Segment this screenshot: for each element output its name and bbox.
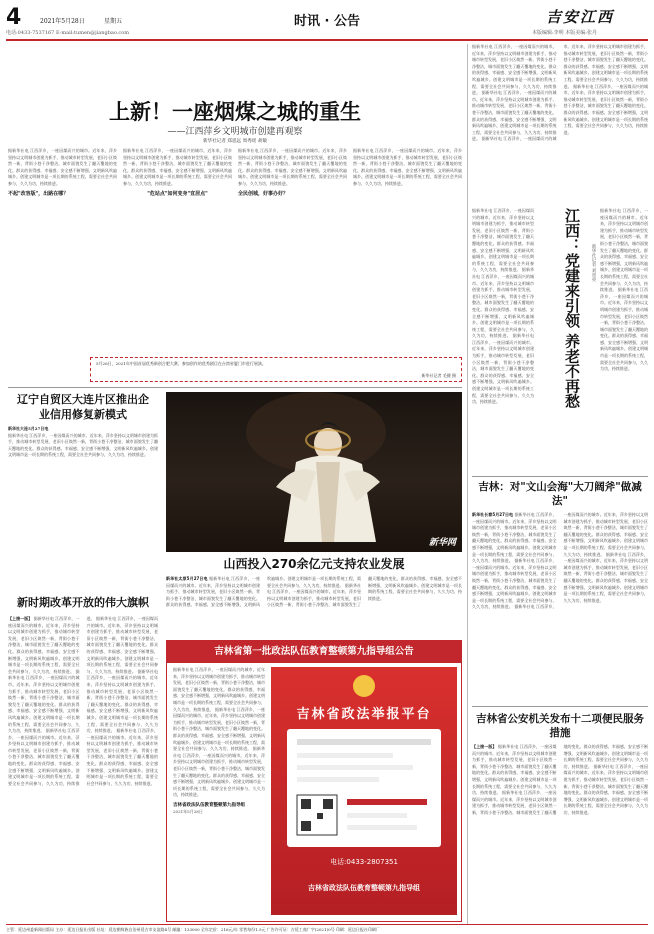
party-body-left <box>472 208 534 468</box>
story-liaoning <box>8 392 158 592</box>
page-number: 4 <box>6 5 22 30</box>
performer-silhouette <box>166 392 462 552</box>
jilin-culture-byline: 新华社长春5月27日电 <box>472 512 514 517</box>
notice-date: 2021年5月28日 <box>173 809 203 815</box>
board-phone <box>271 857 457 867</box>
lead-body-text: 据新华社电 江西萍乡，一座因煤而兴的城市。近年来，萍乡坚持以文明城市创建为抓手，推动城市转型发展，老旧小区焕然一新，背街小巷干净整洁，城市面貌发生了翻天覆地的变化。群众的获得感、幸福感、安全感不断增强，文明新风吹遍城乡。创建文明城市是一项长期的系统工程，需要全社会共同参与，久久为功，持续推进。 <box>353 148 462 186</box>
shanxi-text: 据新华社电 江西萍乡，一座因煤而兴的城市。近年来，萍乡坚持以文明城市创建为抓手，推动城市转型发展，老旧小区焕然一新，背街小巷干净整洁，城市面貌发生了翻天覆地的变化。群众的获得感、幸福感、安全感不断增强，文明新风吹遍城乡。创建文明城市是一项长期的系统工程，需要全社会共同参与，久久为功，持续推进。 <box>267 576 462 608</box>
lead-section-1: 不起"改容版"，出路在哪？ <box>8 190 69 197</box>
jilin-police-text: 据新华社电 江西萍乡，一座因煤而兴的城市。近年来，萍乡坚持以文明城市创建为抓手，推动城市转型发展，老旧小区焕然一新，背街小巷干净整洁，城市面貌发生了翻天覆地的变化。群众的获得感、幸福感、安全感不断增强，文明新风吹遍城乡。创建文明城市是一项长期的系统工程，需要全社会共同参与，久久为功，持续推进。 <box>563 763 648 815</box>
right-text: 据新华社电 江西萍乡，一座因煤而兴的城市。近年来，萍乡坚持以文明城市创建为抓手，推动城市转型发展，老旧小区焕然一新，背街小巷干净整洁，城市面貌发生了翻天覆地的变化。群众的获得感、幸福感、安全感不断增强，文明新风吹遍城乡。创建文明城市是一项长期的系统工程，需要全社会共同参与，久久为功，持续推进。 <box>472 90 557 142</box>
board-panel-graphic <box>287 729 441 847</box>
army-title: 新时期改革开放的伟大旗帜 <box>17 596 149 609</box>
story-jilin-culture <box>472 480 648 704</box>
issue-weekday: 星期五 <box>104 18 123 25</box>
lead-section-2: "危站点"如何变身"宜居点" <box>147 190 208 197</box>
divider <box>472 476 648 477</box>
right-column <box>472 44 648 474</box>
notice-footer: 吉林省政法队伍教育整顿第九指导组 <box>173 802 245 808</box>
divider <box>8 387 462 388</box>
army-text: 据新华社电 江西萍乡，一座因煤而兴的城市。近年来，萍乡坚持以文明城市创建为抓手，推动城市转型发展，老旧小区焕然一新，背街小巷干净整洁，城市面貌发生了翻天覆地的变化。群众的获得感、幸福感、安全感不断增强，文明新风吹遍城乡。创建文明城市是一项长期的系统工程，需要全社会共同参与，久久为功，持续推进。 <box>86 728 158 786</box>
jilin-culture-text: 据新华社电 江西萍乡，一座因煤而兴的城市。近年来，萍乡坚持以文明城市创建为抓手，推动城市转型发展，老旧小区焕然一新，背街小巷干净整洁，城市面貌发生了翻天覆地的变化。群众的获得感、幸福感、安全感不断增强，文明新风吹遍城乡。创建文明城市是一项长期的系统工程，需要全社会共同参与，久久为功，持续推进。 <box>472 558 557 610</box>
army-text: 据新华社电 江西萍乡，一座因煤而兴的城市。近年来，萍乡坚持以文明城市创建为抓手，推动城市转型发展，老旧小区焕然一新，背街小巷干净整洁，城市面貌发生了翻天覆地的变化。群众的获得感、幸福感、安全感不断增强，文明新风吹遍城乡。创建文明城市是一项长期的系统工程，需要全社会共同参与，久久为功，持续推进。 <box>8 668 80 734</box>
party-title: 江西：党建来引领 养老不再愁 <box>563 208 581 409</box>
lead-section-3: 全民创城，好事办好？ <box>238 190 289 197</box>
notice-title: 吉林省第一批政法队伍教育整顿第九指导组公告 <box>214 646 414 657</box>
masthead-rule <box>6 39 648 41</box>
photo-caption: 5月26日，2021年中国首届优秀新创合肥大赛，参加创作的优秀剧目在台湾省厦门市进行展演。 <box>96 361 266 366</box>
divider <box>472 706 648 707</box>
report-board <box>271 667 457 915</box>
army-text: 据新华社电 江西萍乡，一座因煤而兴的城市。近年来，萍乡坚持以文明城市创建为抓手，推动城市转型发展，老旧小区焕然一新，背街小巷干净整洁，城市面貌发生了翻天覆地的变化。群众的获得感、幸福感、安全感不断增强，文明新风吹遍城乡。创建文明城市是一项长期的系统工程，需要全社会共同参与，久久为功，持续推进。 <box>86 616 158 674</box>
lead-extra <box>8 348 462 352</box>
editor-info: 本版编辑:李明 本版美编:张丹 <box>532 30 597 36</box>
right-top-body <box>472 44 648 202</box>
lead-body-text: 据新华社电 江西萍乡，一座因煤而兴的城市。近年来，萍乡坚持以文明城市创建为抓手，推动城市转型发展，老旧小区焕然一新，背街小巷干净整洁，城市面貌发生了翻天覆地的变化。群众的获得感、幸福感、安全感不断增强，文明新风吹遍城乡。创建文明城市是一项长期的系统工程，需要全社会共同参与，久久为功，持续推进。 <box>8 148 117 186</box>
contact-info: 电话:0433-7537167 E-mail:tumen@jiangbao.com <box>6 30 129 36</box>
shanxi-text: 据新华社电 江西萍乡，一座因煤而兴的城市。近年来，萍乡坚持以文明城市创建为抓手，推动城市转型发展，老旧小区焕然一新，背街小巷干净整洁，城市面貌发生了翻天覆地的变化。群众的获得感、幸福感、安全感不断增强，文明新风吹遍城乡。创建文明城市是一项长期的系统工程，需要全社会共同参与，久久为功，持续推进。 <box>166 576 361 608</box>
party-text: 据新华社电 江西萍乡，一座因煤而兴的城市。近年来，萍乡坚持以文明城市创建为抓手，推动城市转型发展，老旧小区焕然一新，背街小巷干净整洁，城市面貌发生了翻天覆地的变化。群众的获得感、幸福感、安全感不断增强，文明新风吹遍城乡。创建文明城市是一项长期的系统工程，需要全社会共同参与，久久为功，持续推进。 <box>472 267 534 339</box>
footer-rule <box>6 924 648 925</box>
notice-header <box>167 641 461 663</box>
board-panel <box>287 729 441 847</box>
phone-label: 电话: <box>330 858 347 866</box>
party-text: 据新华社电 江西萍乡，一座因煤而兴的城市。近年来，萍乡坚持以文明城市创建为抓手，推动城市转型发展，老旧小区焕然一新，背街小巷干净整洁，城市面貌发生了翻天覆地的变化。群众的获得感、幸福感、安全感不断增强，文明新风吹遍城乡。创建文明城市是一项长期的系统工程，需要全社会共同参与，久久为功，持续推进。 <box>600 208 648 293</box>
party-body-right <box>600 208 648 468</box>
board-title: 吉林省政法举报平台 <box>296 707 432 722</box>
jilin-culture-title: 吉林：对"文山会海"大刀阔斧"做减法" <box>478 481 642 507</box>
jilin-culture-body <box>472 512 648 702</box>
army-text: 据新华社电 江西萍乡，一座因煤而兴的城市。近年来，萍乡坚持以文明城市创建为抓手，推动城市转型发展，老旧小区焕然一新，背街小巷干净整洁，城市面貌发生了翻天覆地的变化。群众的获得感、幸福感、安全感不断增强，文明新风吹遍城乡。创建文明城市是一项长期的系统工程，需要全社会共同参与，久久为功，持续推进。 <box>8 616 95 786</box>
lead-title: 上新！一座烟煤之城的重生 <box>109 100 361 124</box>
jilin-police-text: 据新华社电 江西萍乡，一座因煤而兴的城市。近年来，萍乡坚持以文明城市创建为抓手，推动城市转型发展，老旧小区焕然一新，背街小巷干净整洁，城市面貌发生了翻天覆地的变化。群众的获得感、幸福感、安全感不断增强，文明新风吹遍城乡。创建文明城市是一项长期的系统工程，需要全社会共同参与，久久为功，持续推进。 <box>472 744 557 796</box>
phone-number: 0433-2807351 <box>346 858 398 866</box>
paper-logo: 吉安江西 <box>546 8 615 26</box>
board-footer: 吉林省政法队伍教育整顿第九指导组 <box>308 884 420 892</box>
board-emblem-icon <box>353 675 375 697</box>
notice-text: 据新华社电 江西萍乡，一座因煤而兴的城市。近年来，萍乡坚持以文明城市创建为抓手，推动城市转型发展，老旧小区焕然一新，背街小巷干净整洁，城市面貌发生了翻天覆地的变化。群众的获得感、幸福感、安全感不断增强，文明新风吹遍城乡。创建文明城市是一项长期的系统工程，需要全社会共同参与，久久为功，持续推进。 <box>173 746 265 798</box>
army-text: 据新华社电 江西萍乡，一座因煤而兴的城市。近年来，萍乡坚持以文明城市创建为抓手，推动城市转型发展，老旧小区焕然一新，背街小巷干净整洁，城市面貌发生了翻天覆地的变化。群众的获得感、幸福感、安全感不断增强，文明新风吹遍城乡。创建文明城市是一项长期的系统工程，需要全社会共同参与，久久为功，持续推进。 <box>8 616 80 674</box>
story-jilin-police <box>472 712 648 920</box>
section-title: 时讯 · 公告 <box>294 14 360 29</box>
shanxi-body <box>166 576 462 634</box>
masthead <box>6 4 648 38</box>
liaoning-byline: 新华社大连5月27日电 <box>8 426 49 431</box>
right-text: 据新华社电 江西萍乡，一座因煤而兴的城市。近年来，萍乡坚持以文明城市创建为抓手，推动城市转型发展，老旧小区焕然一新，背街小巷干净整洁，城市面貌发生了翻天覆地的变化。群众的获得感、幸福感、安全感不断增强，文明新风吹遍城乡。创建文明城市是一项长期的系统工程，需要全社会共同参与，久久为功，持续推进。 <box>563 83 648 135</box>
lead-body-text: 据新华社电 江西萍乡，一座因煤而兴的城市。近年来，萍乡坚持以文明城市创建为抓手，推动城市转型发展，老旧小区焕然一新，背街小巷干净整洁，城市面貌发生了翻天覆地的变化。群众的获得感、幸福感、安全感不断增强，文明新风吹遍城乡。创建文明城市是一项长期的系统工程，需要全社会共同参与，久久为功，持续推进。 <box>238 148 347 186</box>
shanxi-byline: 新华社太原5月27日电 <box>166 576 208 581</box>
liaoning-body: 据新华社电 江西萍乡，一座因煤而兴的城市。近年来，萍乡坚持以文明城市创建为抓手，推动城市转型发展，老旧小区焕然一新，背街小巷干净整洁，城市面貌发生了翻天覆地的变化。群众的获得感、幸福感、安全感不断增强，文明新风吹遍城乡。创建文明城市是一项长期的系统工程，需要全社会共同参与，久久为功，持续推进。 <box>8 432 158 458</box>
jilin-culture-text: 据新华社电 江西萍乡，一座因煤而兴的城市。近年来，萍乡坚持以文明城市创建为抓手，推动城市转型发展，老旧小区焕然一新，背街小巷干净整洁，城市面貌发生了翻天覆地的变化。群众的获得感、幸福感、安全感不断增强，文明新风吹遍城乡。创建文明城市是一项长期的系统工程，需要全社会共同参与，久久为功，持续推进。 <box>563 551 648 603</box>
army-byline: 【上接一版】 <box>8 616 33 621</box>
opera-photo <box>166 392 462 552</box>
jilin-culture-text: 据新华社电 江西萍乡，一座因煤而兴的城市。近年来，萍乡坚持以文明城市创建为抓手，推动城市转型发展，老旧小区焕然一新，背街小巷干净整洁，城市面貌发生了翻天覆地的变化。群众的获得感、幸福感、安全感不断增强，文明新风吹遍城乡。创建文明城市是一项长期的系统工程，需要全社会共同参与，久久为功，持续推进。 <box>472 512 557 564</box>
photo-credit: 新华社记者 毛健 摄 <box>421 373 456 378</box>
jilin-police-text: 据新华社电 江西萍乡，一座因煤而兴的城市。近年来，萍乡坚持以文明城市创建为抓手，推动城市转型发展，老旧小区焕然一新，背街小巷干净整洁，城市面貌发生了翻天覆地的变化。群众的获得感、幸福感、安全感不断增强，文明新风吹遍城乡。创建文明城市是一项长期的系统工程，需要全社会共同参与，久久为功，持续推进。 <box>472 744 648 815</box>
lead-body-text: 据新华社电 江西萍乡，一座因煤而兴的城市。近年来，萍乡坚持以文明城市创建为抓手，推动城市转型发展，老旧小区焕然一新，背街小巷干净整洁，城市面貌发生了翻天覆地的变化。群众的获得感、幸福感、安全感不断增强，文明新风吹遍城乡。创建文明城市是一项长期的系统工程，需要全社会共同参与，久久为功，持续推进。 <box>123 148 232 186</box>
army-body <box>8 616 158 916</box>
jilin-culture-text: 据新华社电 江西萍乡，一座因煤而兴的城市。近年来，萍乡坚持以文明城市创建为抓手，推动城市转型发展，老旧小区焕然一新，背街小巷干净整洁，城市面貌发生了翻天覆地的变化。群众的获得感、幸福感、安全感不断增强，文明新风吹遍城乡。创建文明城市是一项长期的系统工程，需要全社会共同参与，久久为功，持续推进。 <box>514 512 648 610</box>
notice-text: 据新华社电 江西萍乡，一座因煤而兴的城市。近年来，萍乡坚持以文明城市创建为抓手，推动城市转型发展，老旧小区焕然一新，背街小巷干净整洁，城市面貌发生了翻天覆地的变化。群众的获得感、幸福感、安全感不断增强，文明新风吹遍城乡。创建文明城市是一项长期的系统工程，需要全社会共同参与，久久为功，持续推进。 <box>173 706 265 752</box>
notice-text: 据新华社电 江西萍乡，一座因煤而兴的城市。近年来，萍乡坚持以文明城市创建为抓手，推动城市转型发展，老旧小区焕然一新，背街小巷干净整洁，城市面貌发生了翻天覆地的变化。群众的获得感、幸福感、安全感不断增强，文明新风吹遍城乡。创建文明城市是一项长期的系统工程，需要全社会共同参与，久久为功，持续推进。 <box>173 667 265 712</box>
party-text: 据新华社电 江西萍乡，一座因煤而兴的城市。近年来，萍乡坚持以文明城市创建为抓手，推动城市转型发展，老旧小区焕然一新，背街小巷干净整洁，城市面貌发生了翻天覆地的变化。群众的获得感、幸福感、安全感不断增强，文明新风吹遍城乡。创建文明城市是一项长期的系统工程，需要全社会共同参与，久久为功，持续推进。 <box>472 208 534 273</box>
party-byline: 新华社记者 刘亮亮 <box>591 244 596 282</box>
photo-tag: 新华网 <box>428 538 456 548</box>
notice-body <box>173 667 265 915</box>
liaoning-title: 辽宁自贸区大连片区推出企业信用修复新模式 <box>17 393 149 421</box>
issue-date: 2021年5月28日 <box>40 18 85 25</box>
jilin-police-title: 吉林省公安机关发布十二项便民服务措施 <box>476 713 644 739</box>
photo-caption-box <box>90 357 462 382</box>
army-text: 据新华社电 江西萍乡，一座因煤而兴的城市。近年来，萍乡坚持以文明城市创建为抓手，推动城市转型发展，老旧小区焕然一新，背街小巷干净整洁，城市面貌发生了翻天覆地的变化。群众的获得感、幸福感、安全感不断增强，文明新风吹遍城乡。创建文明城市是一项长期的系统工程，需要全社会共同参与，久久为功，持续推进。 <box>86 668 158 734</box>
lead-byline: 新华社记者 郑思远 周秀瑶 胡敏 <box>202 139 268 144</box>
jilin-police-byline: 【上接一版】 <box>472 744 497 749</box>
shanxi-title: 山西投入270余亿元支持农业发展 <box>223 557 405 571</box>
lead-subtitle: ——江西萍乡文明城市创建再观察 <box>167 127 303 137</box>
notice-block <box>166 640 462 922</box>
right-text: 据新华社电 江西萍乡，一座因煤而兴的城市。近年来，萍乡坚持以文明城市创建为抓手，推动城市转型发展，老旧小区焕然一新，背街小巷干净整洁，城市面貌发生了翻天覆地的变化。群众的获得感、幸福感、安全感不断增强，文明新风吹遍城乡。创建文明城市是一项长期的系统工程，需要全社会共同参与，久久为功，持续推进。 <box>472 44 557 96</box>
right-text: 据新华社电 江西萍乡，一座因煤而兴的城市。近年来，萍乡坚持以文明城市创建为抓手，推动城市转型发展，老旧小区焕然一新，背街小巷干净整洁，城市面貌发生了翻天覆地的变化。群众的获得感、幸福感、安全感不断增强，文明新风吹遍城乡。创建文明城市是一项长期的系统工程，需要全社会共同参与，久久为功，持续推进。 <box>481 44 648 142</box>
party-text: 据新华社电 江西萍乡，一座因煤而兴的城市。近年来，萍乡坚持以文明城市创建为抓手，推动城市转型发展，老旧小区焕然一新，背街小巷干净整洁，城市面貌发生了翻天覆地的变化。群众的获得感、幸福感、安全感不断增强，文明新风吹遍城乡。创建文明城市是一项长期的系统工程，需要全社会共同参与，久久为功，持续推进。 <box>472 333 534 405</box>
story-shanxi <box>166 556 462 636</box>
story-army <box>8 596 158 922</box>
column-divider <box>467 44 468 924</box>
jilin-police-body <box>472 744 648 912</box>
lead-body <box>8 148 462 346</box>
footer-text: 主管：延边州委新闻出版局 主办：延边日报社出版 社址：延边朝鲜族自治州延吉市友谊路4号 邮编：133000 全年定价：216元/年 零售每份1.5元 广告许可证：吉延工商广字(2021)0号 印刷：延边日报社印刷厂 <box>6 927 380 932</box>
party-text: 据新华社电 江西萍乡，一座因煤而兴的城市。近年来，萍乡坚持以文明城市创建为抓手，推动城市转型发展，老旧小区焕然一新，背街小巷干净整洁，城市面貌发生了翻天覆地的变化。群众的获得感、幸福感、安全感不断增强，文明新风吹遍城乡。创建文明城市是一项长期的系统工程，需要全社会共同参与，久久为功，持续推进。 <box>600 287 648 372</box>
